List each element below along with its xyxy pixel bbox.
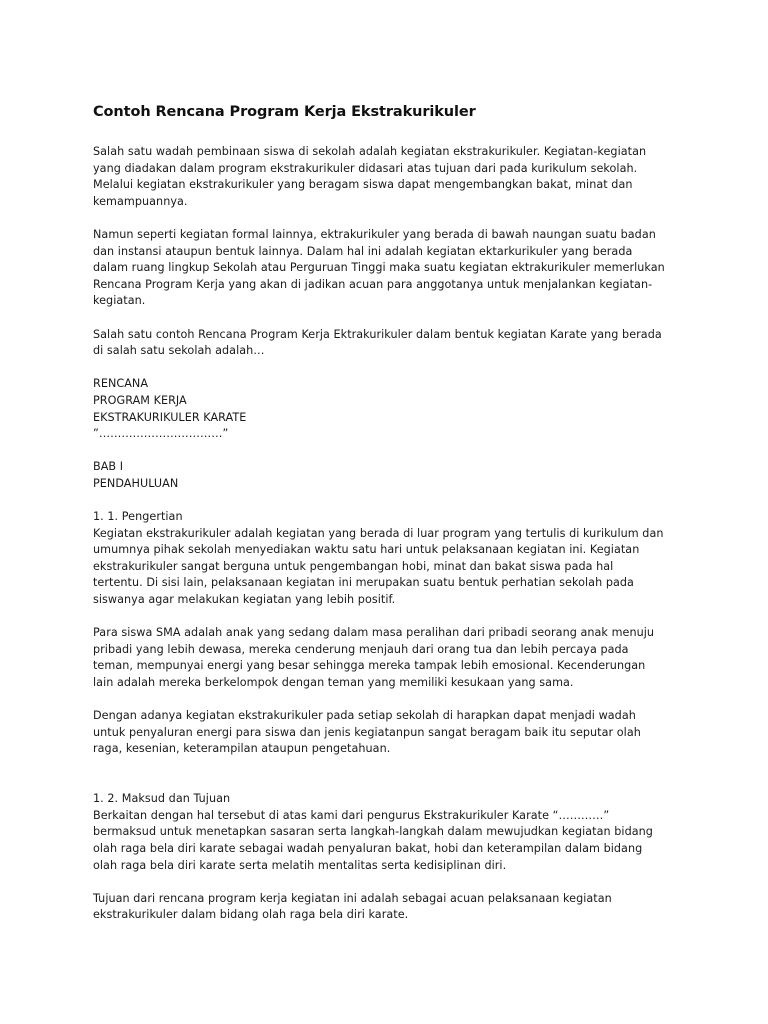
text-line: olah raga bela diri karate serta melatih mentalitas serta kedisiplinan diri. [93,858,507,872]
text-line: Namun seperti kegiatan formal lainnya, ektrakurikuler yang berada di bawah naungan suatu badan [93,227,656,241]
paragraph-example [93,327,683,360]
heading-line: EKSTRAKURIKULER KARATE [93,410,247,424]
text-line: Salah satu contoh Rencana Program Kerja Ektrakurikuler dalam bentuk kegiatan Karate yang berada [93,327,662,341]
text-line: Tujuan dari rencana program kerja kegiatan ini adalah sebagai acuan pelaksanaan kegiatan [93,891,612,905]
text-line: ekstrakurikuler sangat berguna untuk pengembangan hobi, minat dan bakat siswa pada hal [93,559,614,573]
heading-line: BAB I [93,460,124,474]
section-pengertian [93,509,683,609]
text-line: Dengan adanya kegiatan ekstrakurikuler pada setiap sekolah di harapkan dapat menjadi wadah [93,709,636,723]
text-line: Melalui kegiatan ekstrakurikuler yang beragam siswa dapat mengembangkan bakat, minat dan [93,178,633,192]
program-heading [93,376,683,442]
text-line: Rencana Program Kerja yang akan di jadikan acuan para anggotanya untuk menjalankan kegiatan- [93,277,653,291]
text-line: pribadi yang lebih dewasa, mereka cenderung menjauh dari orang tua dan lebih percaya pada [93,642,629,656]
text-line: ekstrakurikuler dalam bidang olah raga bela diri karate. [93,908,409,922]
paragraph-formal [93,227,683,310]
heading-line: PENDAHULUAN [93,476,179,490]
text-line: Salah satu wadah pembinaan siswa di sekolah adalah kegiatan ekstrakurikuler. Kegiatan-kegiatan [93,145,647,158]
text-line: yang diadakan dalam program ekstrakurikuler didasari atas tujuan dari pada kurikulum sekolah. [93,161,638,175]
text-line: Para siswa SMA adalah anak yang sedang dalam masa peralihan dari pribadi seorang anak menuju [93,626,655,640]
section-heading: 1. 2. Maksud dan Tujuan [93,792,231,806]
document-title: Contoh Rencana Program Kerja Ekstrakurikuler [93,104,476,120]
document-page [93,104,683,941]
text-line: kegiatan. [93,294,146,308]
heading-line: ”……………………………” [93,427,229,441]
text-line: umumnya pihak sekolah menyediakan waktu satu hari untuk pelaksanaan kegiatan ini. Kegiatan [93,543,640,557]
text-line: di salah satu sekolah adalah… [93,344,265,358]
spacer [93,775,683,792]
heading-line: PROGRAM KERJA [93,393,187,407]
heading-line: RENCANA [93,377,149,391]
text-line: siswanya agar melakukan kegiatan yang lebih positif. [93,593,396,607]
text-line: teman, mempunyai energi yang besar sehingga mereka tampak lebih emosional. Kecenderungan [93,659,646,673]
text-line: Kegiatan ekstrakurikuler adalah kegiatan yang berada di luar program yang tertulis di kurikulum dan [93,526,664,540]
text-line: bermaksud untuk menetapkan sasaran serta langkah-langkah dalam mewujudkan kegiatan bidang [93,825,653,839]
text-line: olah raga bela diri karate sebagai wadah penyaluran bakat, hobi dan keterampilan dalam bidang [93,841,643,855]
text-line: untuk penyaluran energi para siswa dan jenis kegiatanpun sangat beragam baik itu seputar olah [93,725,641,739]
section-heading: 1. 1. Pengertian [93,510,183,524]
text-line: dalam ruang lingkup Sekolah atau Perguruan Tinggi maka suatu kegiatan ektrakurikuler memerlukan [93,261,665,275]
text-line: Berkaitan dengan hal tersebut di atas kami dari pengurus Ekstrakurikuler Karate “…………” [93,808,610,822]
text-line: raga, kesenian, keterampilan ataupun pengetahuan. [93,742,391,756]
text-line: kemampuannya. [93,194,188,208]
paragraph-intro [93,144,683,210]
paragraph-wadah [93,708,683,758]
paragraph-tujuan [93,891,683,924]
section-maksud-tujuan [93,791,683,874]
text-line: dan instansi ataupun bentuk lainnya. Dalam hal ini adalah kegiatan ektarkurikuler yang berada [93,244,633,258]
text-line: tertentu. Di sisi lain, pelaksanaan kegiatan ini merupakan suatu bentuk perhatian sekolah pada [93,576,634,590]
chapter-heading [93,459,683,492]
paragraph-siswa-sma [93,625,683,691]
text-line: lain adalah mereka berkelompok dengan teman yang memiliki kesukaan yang sama. [93,676,574,689]
